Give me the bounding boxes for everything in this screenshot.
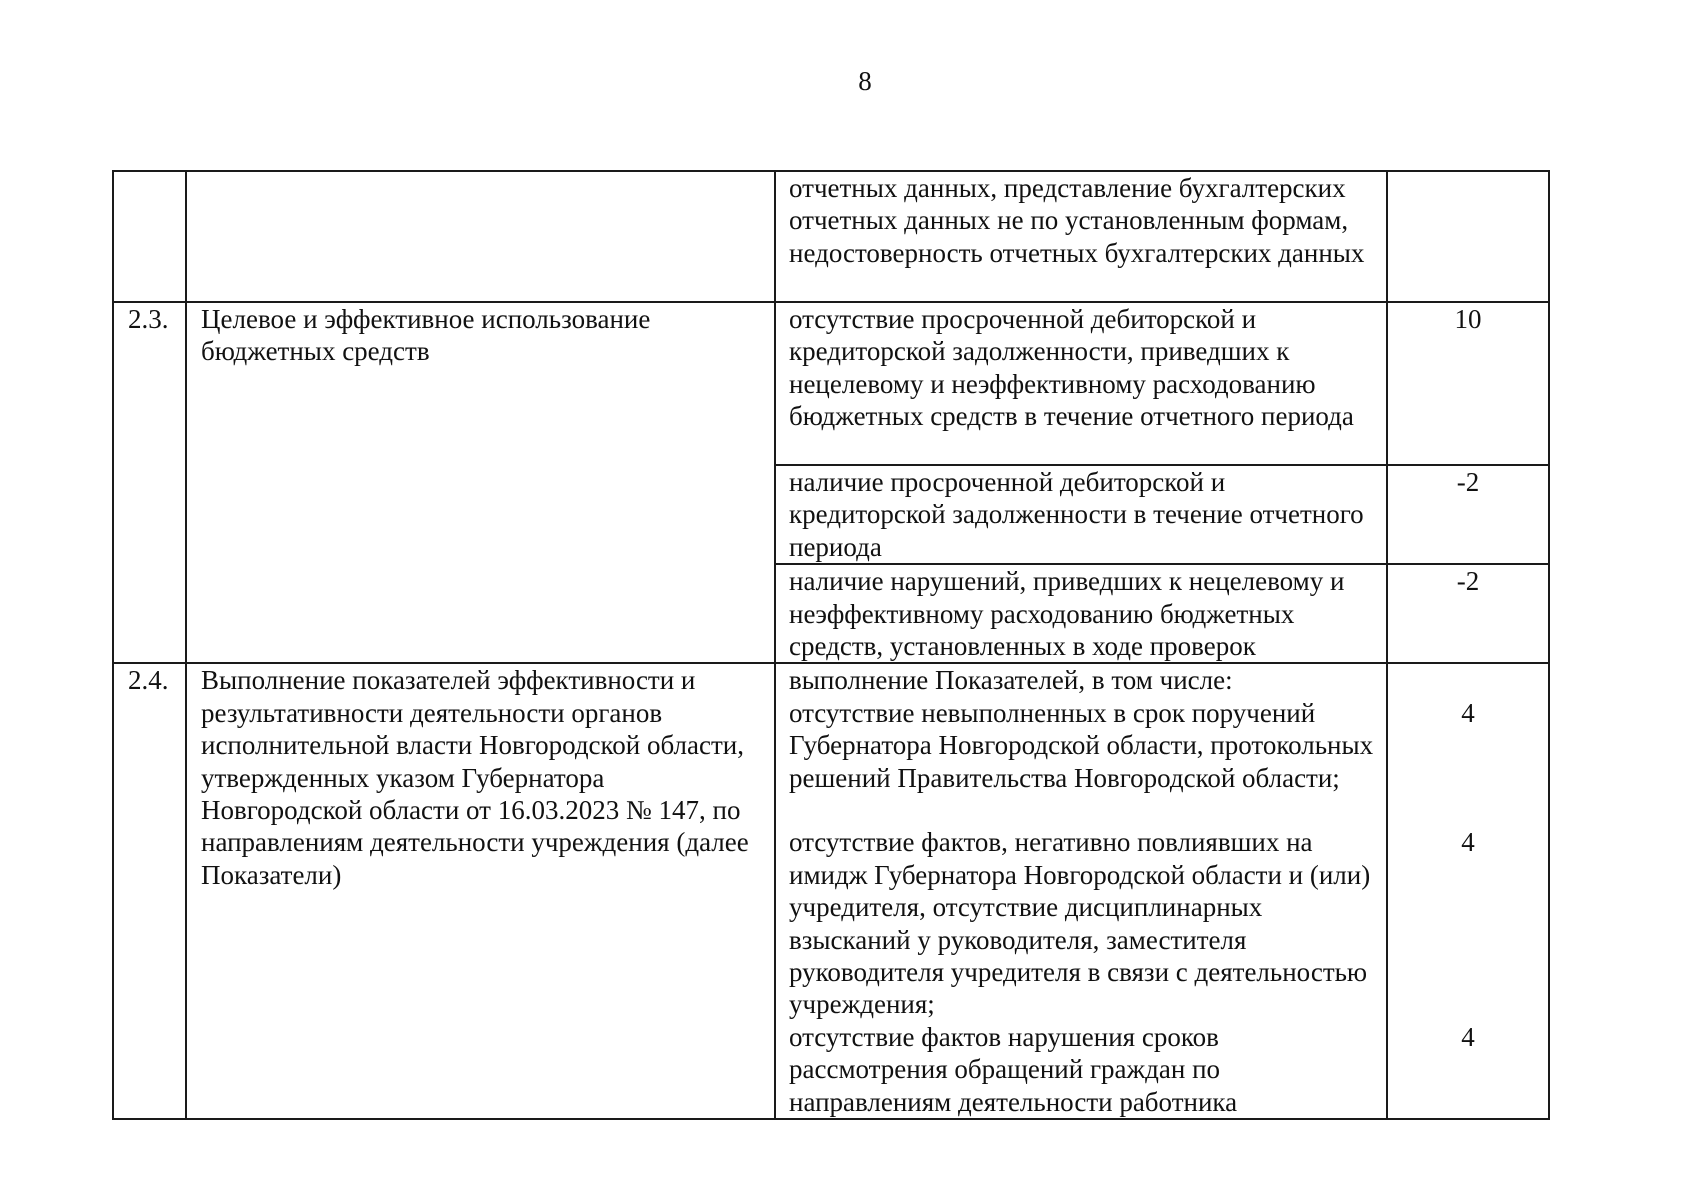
condition-text: наличие нарушений, приведших к нецелевому и неэффективному расходованию бюджетных средств, установленных в ходе проверок: [789, 566, 1345, 662]
score-value: 4: [1461, 1021, 1475, 1052]
criteria-table: [112, 170, 1550, 1120]
condition-text: отчетных данных, представление бухгалтерских отчетных данных не по установленным формам, недостоверность отчетных бухгалтерских данных: [789, 173, 1365, 268]
table-row: [113, 663, 1549, 1119]
criterion-name-cell: [186, 171, 775, 302]
table-row: [113, 171, 1549, 302]
page-number: 8: [858, 66, 872, 96]
number-cell: [113, 663, 186, 1119]
score-cell: [1387, 302, 1549, 465]
number-cell: [113, 171, 186, 302]
number-cell: [113, 302, 186, 663]
condition-text: наличие просроченной дебиторской и кредиторской задолженности в течение отчетного периода: [789, 467, 1364, 562]
score-cell: [1387, 564, 1549, 663]
condition-item: отсутствие невыполненных в срок поручений Губернатора Новгородской области, протокольных решений Правительства Новгородской области;: [789, 697, 1374, 793]
condition-cell: [775, 302, 1387, 465]
condition-item: отсутствие фактов, негативно повлиявших на имидж Губернатора Новгородской области и (или) учредителя, отсутствие дисциплинарных взысканий у руководителя, заместителя руководителя учредителя в связи с деятельностью учреждения;: [789, 827, 1371, 1020]
condition-text: отсутствие просроченной дебиторской и кредиторской задолженности, приведших к нецелевому и неэффективному расходованию бюджетных средств в течение отчетного периода: [789, 304, 1354, 432]
condition-cell: [775, 564, 1387, 663]
row-number: 2.3.: [128, 304, 169, 334]
criterion-name-cell: [186, 663, 775, 1119]
score-value: 4: [1461, 827, 1475, 858]
score-value: -2: [1456, 467, 1480, 497]
condition-cell: [775, 663, 1387, 1119]
score-cell: [1387, 465, 1549, 564]
condition-item: отсутствие фактов нарушения сроков рассмотрения обращений граждан по направлениям деятельности работника: [789, 1021, 1238, 1117]
row-number: 2.4.: [128, 665, 169, 696]
score-value: 10: [1454, 304, 1482, 334]
score-cell: [1387, 663, 1549, 1119]
score-value: -2: [1456, 566, 1480, 597]
table-row: [113, 302, 1549, 465]
criterion-name-cell: [186, 302, 775, 663]
criterion-name: Выполнение показателей эффективности и результативности деятельности органов исполнительной власти Новгородской области, утвержденных указом Губернатора Новгородской области от 16.03.2023 № 147, по направлениям деятельности учреждения (далее Показатели): [201, 665, 749, 890]
criterion-name: Целевое и эффективное использование бюджетных средств: [201, 304, 651, 367]
score-value: 4: [1461, 697, 1475, 728]
condition-intro: выполнение Показателей, в том числе:: [789, 665, 1233, 696]
score-cell: [1387, 171, 1549, 302]
condition-cell: [775, 465, 1387, 564]
condition-cell: [775, 171, 1387, 302]
